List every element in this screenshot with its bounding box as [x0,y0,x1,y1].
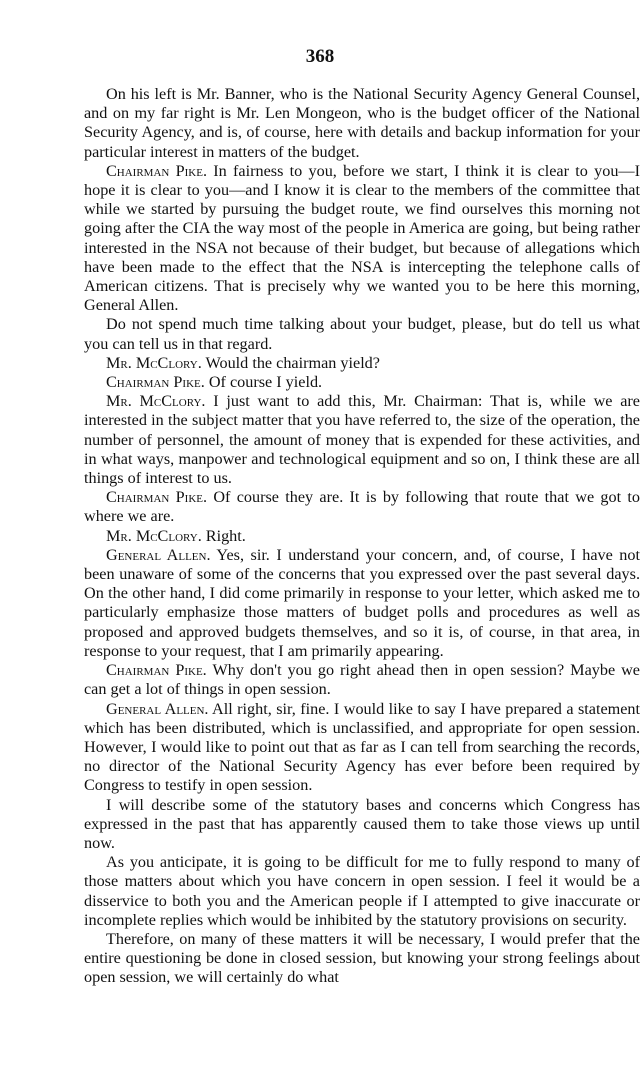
paragraph [84,354,640,373]
paragraph [84,853,640,930]
paragraph [84,315,640,353]
speaker-name: Mr. McClory. [106,353,202,372]
paragraph-text: Would the chairman yield? [205,353,380,372]
paragraph-text: Of course I yield. [208,373,323,392]
paragraph-text: Right. [205,526,246,545]
speaker-name: Chairman Pike. [106,373,205,392]
speaker-name: Mr. McClory. [106,392,206,411]
paragraph-text: Yes, sir. I understand your concern, and, of course, I have not been unaware of some of the concerns that you expressed over the past several days. On the other hand, I did come primarily in response to your letter, which asked me to particularly emphasize those matters of budget polls and procedures as well as proposed and approved budgets themselves, and so it is, of course, in that area, in response to your request, that I am primarily appearing. [84,545,640,660]
paragraph [84,930,640,988]
paragraph-text: Therefore, on many of these matters it will be necessary, I would prefer that the entire questioning be done in closed session, but knowing your strong feelings about open session, we will certainly do what [84,929,640,987]
speaker-name: General Allen. [106,699,209,718]
paragraph [84,85,640,162]
paragraph-text: Of course they are. It is by following that route that we got to where we are. [84,488,640,526]
paragraph-text: In fairness to you, before we start, I think it is clear to you—I hope it is clear to you—and I know it is clear to the members of the committee that while we started by pursuing the budget route, we find ourselves this morning not going after the CIA the way most of the people in America are going, but being rather interested in the NSA not because of their budget, but because of allegations which have been made to the effect that the NSA is intercepting the telephone calls of American citizens. That is precisely why we wanted you to be here this morning, General Allen. [84,161,640,315]
paragraph [84,796,640,854]
body-text [84,85,640,988]
paragraph-text: I just want to add this, Mr. Chairman: That is, while we are interested in the subject matter that you have referred to, the size of the operation, the number of personnel, the amount of money that is expended for these activities, and in what ways, manpower and technological equipment and so on, I think these are all things of interest to us. [84,392,640,488]
paragraph [84,661,640,699]
paragraph [84,546,640,661]
paragraph [84,700,640,796]
page-number: 368 [305,46,335,67]
speaker-name: Chairman Pike. [106,488,208,507]
paragraph-text: On his left is Mr. Banner, who is the National Security Agency General Counsel, and on my far right is Mr. Len Mongeon, who is the budget officer of the National Security Agency, and is, of course, here with details and backup information for your particular interest in matters of the budget. [84,85,640,161]
paragraph-text: Do not spend much time talking about your budget, please, but do tell us what you can tell us in that regard. [84,315,640,353]
paragraph [84,373,640,392]
paragraph-text: As you anticipate, it is going to be difficult for me to fully respond to many of those matters about which you have concern in open session. I feel it would be a disservice to both you and the American people if I attempted to give inaccurate or incomplete replies which would be inhibited by the statutory provisions on security. [84,853,640,929]
paragraph-text: Why don't you go right ahead then in open session? Maybe we can get a lot of things in open session. [84,661,640,699]
paragraph-text: I will describe some of the statutory bases and concerns which Congress has expressed in the past that has apparently caused them to take those views up until now. [84,795,640,852]
paragraph [84,162,640,316]
speaker-name: Chairman Pike. [106,661,207,680]
paragraph [84,488,640,526]
paragraph-text: All right, sir, fine. I would like to say I have prepared a statement which has been distributed, which is unclassified, and appropriate for open session. However, I would like to point out that as far as I can tell from searching the records, no director of the National Security Agency has ever before been required by Congress to testify in open session. [84,699,640,795]
paragraph [84,527,640,546]
paragraph [84,392,640,488]
speaker-name: General Allen. [106,545,211,564]
speaker-name: Mr. McClory. [106,526,202,545]
speaker-name: Chairman Pike. [106,161,207,180]
